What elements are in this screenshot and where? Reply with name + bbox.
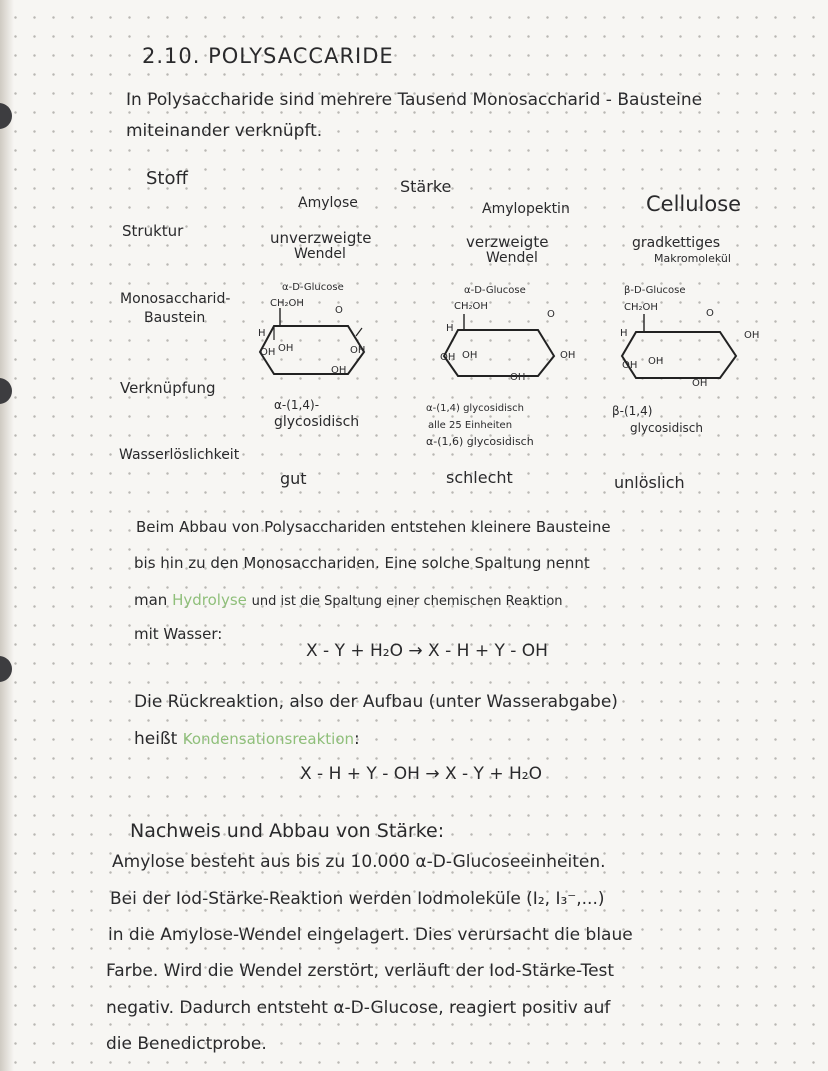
- verknuepfung-amylopektin-line-2: alle 25 Einheiten: [428, 420, 513, 431]
- ring-b-o: O: [547, 309, 555, 320]
- nachweis-heading: Nachweis und Abbau von Stärke:: [130, 820, 445, 842]
- struktur-amylopektin-line-1: verzweigte: [466, 233, 549, 251]
- struktur-amylopektin-line-2: Wendel: [486, 250, 538, 266]
- ring-c-ch2oh: CH₂OH: [624, 302, 658, 313]
- kondensation-line-2-pre: heißt: [134, 729, 178, 749]
- intro-line-2: miteinander verknüpft.: [126, 121, 323, 141]
- kondensation-line-1: Die Rückreaktion, also der Aufbau (unter Wasserabgabe): [134, 692, 618, 712]
- struktur-amylose-line-2: Wendel: [294, 246, 346, 262]
- verknuepfung-amylose-line-1: α-(1,4)-: [274, 398, 320, 412]
- ring-c-oh3: OH: [744, 330, 760, 341]
- ring-b-oh1: OH: [440, 352, 456, 363]
- ring-a-ch2oh: CH₂OH: [270, 298, 304, 309]
- ring-c-oh1: OH: [622, 360, 638, 371]
- row-label-verknuepfung: Verknüpfung: [120, 379, 216, 397]
- verknuepfung-amylose-line-2: glycosidisch: [274, 414, 360, 430]
- glucose-ring-amylose: [250, 296, 380, 386]
- verknuepfung-amylopektin-line-3: α-(1,6) glycosidisch: [426, 435, 534, 448]
- nachweis-line-2: Bei der Iod-Stärke-Reaktion werden Iodmoleküle (I₂, I₃⁻,...): [110, 889, 605, 909]
- table-stoff-label: Stoff: [146, 168, 188, 189]
- nachweis-line-5: negativ. Dadurch entsteht α-D-Glucose, reagiert positiv auf: [106, 998, 611, 1018]
- ring-c-oh4: OH: [692, 378, 708, 389]
- nachweis-line-3: in die Amylose-Wendel eingelagert. Dies verursacht die blaue: [108, 925, 633, 945]
- ring-a-oh4: OH: [331, 365, 347, 376]
- nachweis-line-1: Amylose besteht aus bis zu 10.000 α-D-Glucoseeinheiten.: [112, 852, 606, 872]
- row-label-struktur: Struktur: [122, 222, 184, 240]
- column-header-amylose: Amylose: [298, 195, 358, 211]
- verknuepfung-amylopektin-line-1: α-(1,4) glycosidisch: [426, 403, 524, 414]
- ring-a-oh1: OH: [260, 347, 276, 358]
- struktur-cellulose-line-1: gradkettiges: [632, 235, 720, 251]
- column-header-cellulose: Cellulose: [646, 192, 742, 216]
- ring-b-ch2oh: CH₂OH: [454, 301, 488, 312]
- verknuepfung-cellulose-line-2: glycosidisch: [630, 421, 703, 435]
- kondensation-line-2: [134, 729, 360, 749]
- ring-c-o: O: [706, 308, 714, 319]
- struktur-cellulose-line-2: Makromolekül: [654, 252, 731, 265]
- kondensation-line-2-post: :: [354, 729, 360, 749]
- kondensation-term: Kondensationsreaktion: [182, 730, 355, 748]
- baustein-amylopektin: α-D-Glucose: [464, 285, 526, 296]
- ring-b-oh2: OH: [462, 350, 478, 361]
- ring-b-h1: H: [446, 323, 454, 334]
- loeslichkeit-amylopektin: schlecht: [446, 468, 513, 487]
- hydrolyse-equation: X - Y + H₂O → X - H + Y - OH: [306, 641, 548, 661]
- hydrolyse-line-4: mit Wasser:: [134, 625, 223, 643]
- kondensation-equation: X - H + Y - OH → X - Y + H₂O: [300, 764, 542, 784]
- hydrolyse-line-1: Beim Abbau von Polysacchariden entstehen kleinere Bausteine: [136, 518, 611, 536]
- verknuepfung-cellulose-line-1: β-(1,4): [612, 404, 653, 418]
- loeslichkeit-amylose: gut: [280, 469, 307, 488]
- ring-a-oh3: OH: [350, 345, 366, 356]
- hydrolyse-line-3-post: und ist die Spaltung einer chemischen Reaktion: [251, 594, 563, 609]
- baustein-amylose: α-D-Glucose: [282, 282, 344, 293]
- hydrolyse-line-2: bis hin zu den Monosacchariden. Eine solche Spaltung nennt: [134, 554, 590, 572]
- row-label-baustein-1: Monosaccharid-: [120, 291, 231, 307]
- column-header-amylopektin: Amylopektin: [482, 201, 570, 217]
- ring-a-o: O: [335, 305, 343, 316]
- ring-b-oh4: OH: [510, 372, 526, 383]
- nachweis-line-6: die Benedictprobe.: [106, 1034, 267, 1054]
- nachweis-line-4: Farbe. Wird die Wendel zerstört, verläuft der Iod-Stärke-Test: [106, 961, 615, 981]
- row-label-baustein-2: Baustein: [144, 310, 206, 326]
- ring-c-h1: H: [620, 328, 628, 339]
- ring-c-oh2: OH: [648, 356, 664, 367]
- ring-a-oh2: OH: [278, 343, 294, 354]
- page-title: 2.10. POLYSACCARIDE: [142, 44, 394, 68]
- row-label-loeslichkeit: Wasserlöslichkeit: [119, 447, 240, 463]
- loeslichkeit-cellulose: unlöslich: [614, 473, 685, 492]
- page-edge-shadow: [0, 0, 14, 1071]
- hydrolyse-term: Hydrolyse: [172, 591, 247, 609]
- hydrolyse-line-3: [134, 591, 563, 609]
- table-staerke-label: Stärke: [400, 177, 452, 196]
- hydrolyse-line-3-pre: man: [134, 591, 168, 609]
- baustein-cellulose: β-D-Glucose: [624, 285, 686, 296]
- ring-b-oh3: OH: [560, 350, 576, 361]
- intro-line-1: In Polysaccharide sind mehrere Tausend Monosaccharid - Bausteine: [126, 90, 703, 110]
- ring-a-h1: H: [258, 328, 266, 339]
- struktur-amylose-line-1: unverzweigte: [270, 229, 372, 247]
